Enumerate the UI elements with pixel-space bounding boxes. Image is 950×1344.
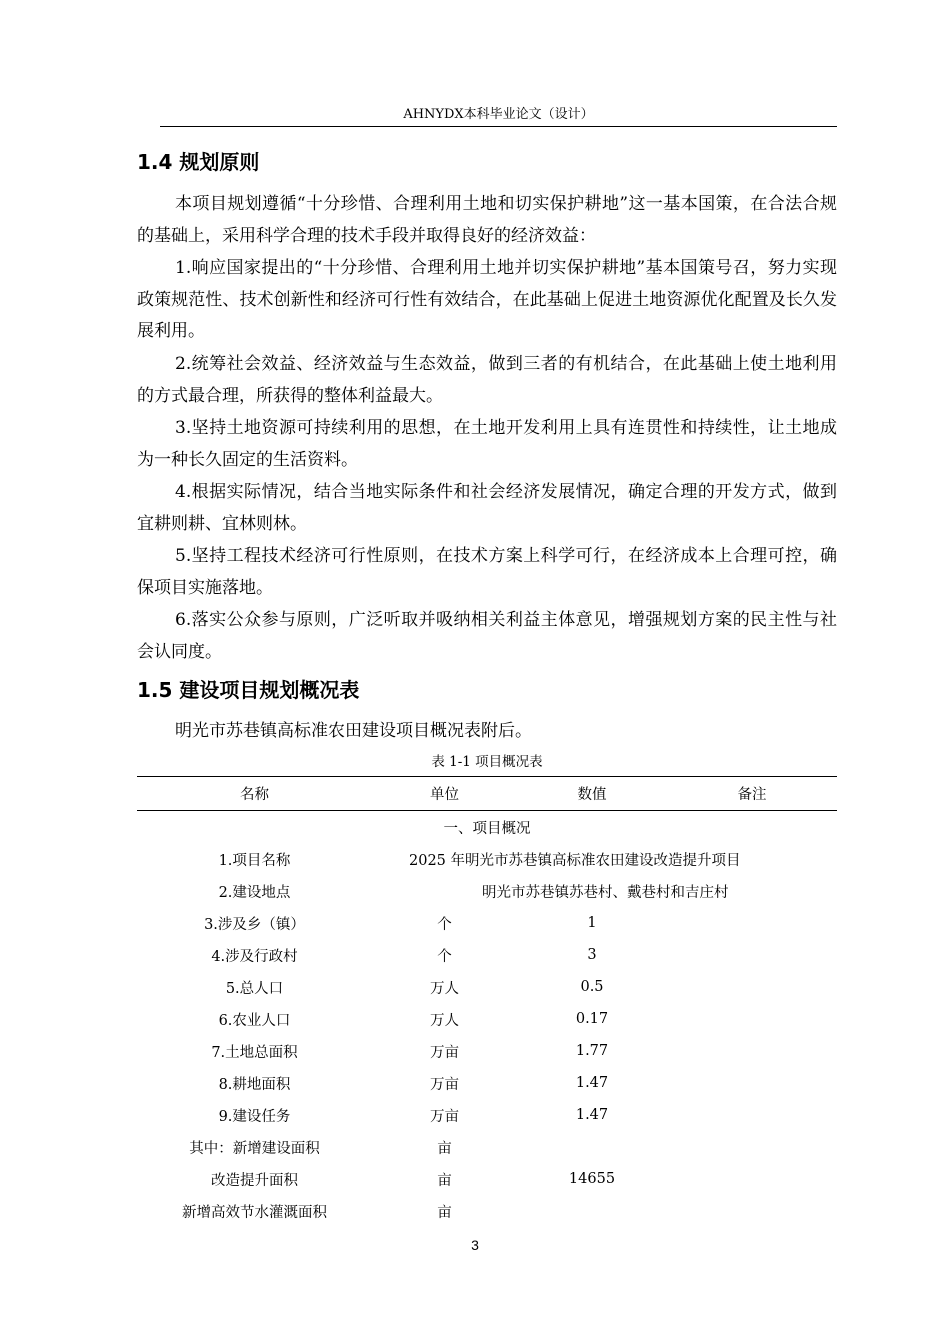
running-header: AHNYDX本科毕业论文（设计）: [160, 104, 837, 127]
cell-name: 1.项目名称: [218, 852, 291, 869]
paragraph-table-intro: 明光市苏巷镇高标准农田建设项目概况表附后。: [175, 721, 532, 741]
cell-name: 3.涉及乡（镇）: [204, 916, 305, 933]
cell-value: 0.17: [575, 1011, 609, 1027]
table-row: [137, 1195, 837, 1227]
cell-remark: [667, 939, 837, 971]
cell-remark: [667, 907, 837, 939]
cell-value: 1: [587, 915, 597, 931]
header-value: 数值: [517, 777, 667, 811]
cell-unit: 亩: [437, 1140, 452, 1157]
cell-unit: 亩: [437, 1172, 452, 1189]
table-header-row: [137, 777, 837, 811]
paragraph-intro: 本项目规划遵循“十分珍惜、合理利用土地和切实保护耕地”这一基本国策，在合法合规的基础上，采用科学合理的技术手段并取得良好的经济效益：: [137, 194, 837, 246]
cell-value: [517, 1195, 667, 1227]
principle-3: 3.坚持土地资源可持续利用的思想，在土地开发利用上具有连贯性和持续性，让土地成为一种长久固定的生活资料。: [137, 418, 837, 470]
cell-name: 其中：新增建设面积: [189, 1140, 320, 1157]
cell-value: 14655: [568, 1171, 616, 1187]
cell-unit: 万亩: [430, 1108, 459, 1125]
principle-2: 2.统筹社会效益、经济效益与生态效益，做到三者的有机结合，在此基础上使土地利用的方式最合理，所获得的整体利益最大。: [137, 354, 837, 406]
group-label: 一、项目概况: [443, 820, 531, 837]
table-row: [137, 843, 837, 875]
principle-4: 4.根据实际情况，结合当地实际条件和社会经济发展情况，确定合理的开发方式，做到宜耕则耕、宜林则林。: [137, 482, 837, 534]
cell-unit: 个: [437, 948, 452, 965]
cell-unit: 万人: [430, 1012, 459, 1029]
cell-unit: 万人: [430, 980, 459, 997]
section-heading-1-5: 1.5 建设项目规划概况表: [137, 678, 360, 702]
cell-value: 1.77: [575, 1043, 609, 1059]
cell-value: 2025 年明光市苏巷镇高标准农田建设改造提升项目: [409, 852, 741, 869]
cell-value: 3: [587, 947, 597, 963]
cell-remark: [667, 1195, 837, 1227]
table-row: [137, 1099, 837, 1131]
table-row: [137, 1131, 837, 1163]
cell-unit: 万亩: [430, 1044, 459, 1061]
table-row: [137, 1067, 837, 1099]
cell-remark: [667, 1035, 837, 1067]
header-name: 名称: [137, 777, 372, 811]
table-row: [137, 907, 837, 939]
project-overview-table: [137, 776, 837, 1227]
principle-5: 5.坚持工程技术经济可行性原则，在技术方案上科学可行，在经济成本上合理可控，确保项目实施落地。: [137, 546, 837, 598]
page-number: 3: [471, 1237, 479, 1253]
cell-name: 新增高效节水灌溉面积: [182, 1204, 327, 1221]
cell-name: 2.建设地点: [218, 884, 291, 901]
cell-remark: [667, 1131, 837, 1163]
cell-remark: [667, 971, 837, 1003]
cell-remark: [667, 1099, 837, 1131]
table-row: [137, 1003, 837, 1035]
cell-name: 5.总人口: [225, 980, 284, 997]
principle-1: 1.响应国家提出的“十分珍惜、合理利用土地并切实保护耕地”基本国策号召，努力实现政策规范性、技术创新性和经济可行性有效结合，在此基础上促进土地资源优化配置及长久发展利用。: [137, 258, 837, 341]
cell-value: [517, 1131, 667, 1163]
principle-6: 6.落实公众参与原则，广泛听取并吸纳相关利益主体意见，增强规划方案的民主性与社会认同度。: [137, 610, 837, 662]
cell-remark: [667, 1067, 837, 1099]
cell-unit: 个: [437, 916, 452, 933]
table-row: [137, 939, 837, 971]
cell-value: 1.47: [575, 1075, 609, 1091]
section-heading-1-4: 1.4 规划原则: [137, 150, 260, 174]
table-row: [137, 1163, 837, 1195]
cell-value: 1.47: [575, 1107, 609, 1123]
cell-name: 4.涉及行政村: [211, 948, 298, 965]
cell-value: 0.5: [580, 979, 604, 995]
table-row: [137, 875, 837, 907]
cell-unit: 万亩: [430, 1076, 459, 1093]
cell-name: 6.农业人口: [218, 1012, 291, 1029]
cell-name: 7.土地总面积: [211, 1044, 298, 1061]
cell-remark: [667, 1163, 837, 1195]
cell-name: 改造提升面积: [211, 1172, 298, 1189]
cell-name: 9.建设任务: [218, 1108, 291, 1125]
cell-unit: 亩: [437, 1204, 452, 1221]
table-row: [137, 971, 837, 1003]
header-unit: 单位: [372, 777, 517, 811]
table-row: [137, 1035, 837, 1067]
cell-name: 8.耕地面积: [218, 1076, 291, 1093]
table-caption: 表 1-1 项目概况表: [431, 754, 543, 770]
header-remark: 备注: [667, 777, 837, 811]
cell-remark: [667, 1003, 837, 1035]
table-group-row: [137, 811, 837, 844]
cell-value: 明光市苏巷镇苏巷村、戴巷村和吉庄村: [482, 884, 729, 901]
